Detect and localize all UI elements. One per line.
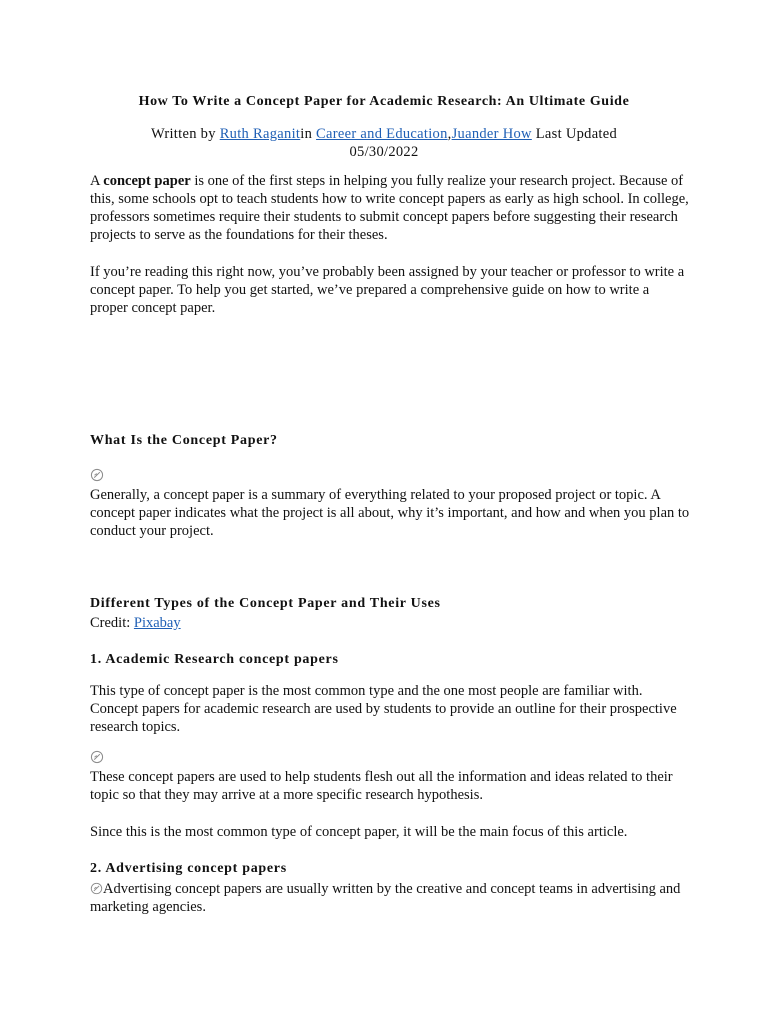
image-credit: Credit: Pixabay [90, 615, 181, 631]
category-link-career-education[interactable]: Career and Education [316, 126, 448, 142]
heading-what-is-concept-paper: What Is the Concept Paper? [90, 433, 278, 448]
intro-paragraph-2: If you’re reading this right now, you’ve probably been assigned by your teacher or professor to write a concept paper. To help you get started, we’ve prepared a comprehensive guide on how to write a proper concept paper. [90, 264, 685, 316]
last-updated-date: 05/30/2022 [349, 144, 419, 160]
last-updated-label: Last Updated [531, 126, 618, 142]
advertising-paragraph-1: Advertising concept papers are usually written by the creative and concept teams in advertising and marketing agencies. [90, 881, 681, 915]
byline-comma: , [447, 126, 452, 142]
author-link[interactable]: Ruth Raganit [219, 126, 301, 142]
broken-image-icon [90, 882, 103, 895]
heading-advertising: 2. Advertising concept papers [90, 861, 287, 876]
pixabay-link[interactable]: Pixabay [133, 615, 181, 631]
broken-image-icon [90, 750, 104, 764]
byline-written-by: Written by [150, 126, 220, 142]
academic-paragraph-3: Since this is the most common type of concept paper, it will be the main focus of this article. [90, 824, 628, 840]
what-is-body: Generally, a concept paper is a summary of everything related to your proposed project or topic. A concept paper indicates what the project is all about, why it’s important, and how and when you plan to conduct your project. [90, 487, 690, 539]
intro-paragraph-1: A concept paper is one of the first steps in helping you fully realize your research project. Because of this, some schools opt to teach students how to write concept papers as early as high school. In college, professors sometimes require their students to submit concept papers before suggesting their research projects to serve as the foundations for their theses. [90, 173, 689, 243]
article-title: How To Write a Concept Paper for Academic Research: An Ultimate Guide [138, 94, 630, 109]
category-link-juander-how[interactable]: Juander How [451, 126, 532, 142]
heading-academic-research: 1. Academic Research concept papers [90, 652, 339, 667]
byline [90, 125, 678, 161]
byline-in: in [300, 126, 317, 142]
broken-image-icon [90, 468, 104, 482]
academic-paragraph-2: These concept papers are used to help students flesh out all the information and ideas related to their topic so that they may arrive at a more specific research hypothesis. [90, 769, 673, 803]
concept-paper-term: concept paper [103, 173, 191, 189]
academic-paragraph-1: This type of concept paper is the most common type and the one most people are familiar with. Concept papers for academic research are used by students to provide an outline for their prospective research topics. [90, 683, 677, 735]
heading-types-of-concept-paper: Different Types of the Concept Paper and Their Uses [90, 596, 441, 611]
